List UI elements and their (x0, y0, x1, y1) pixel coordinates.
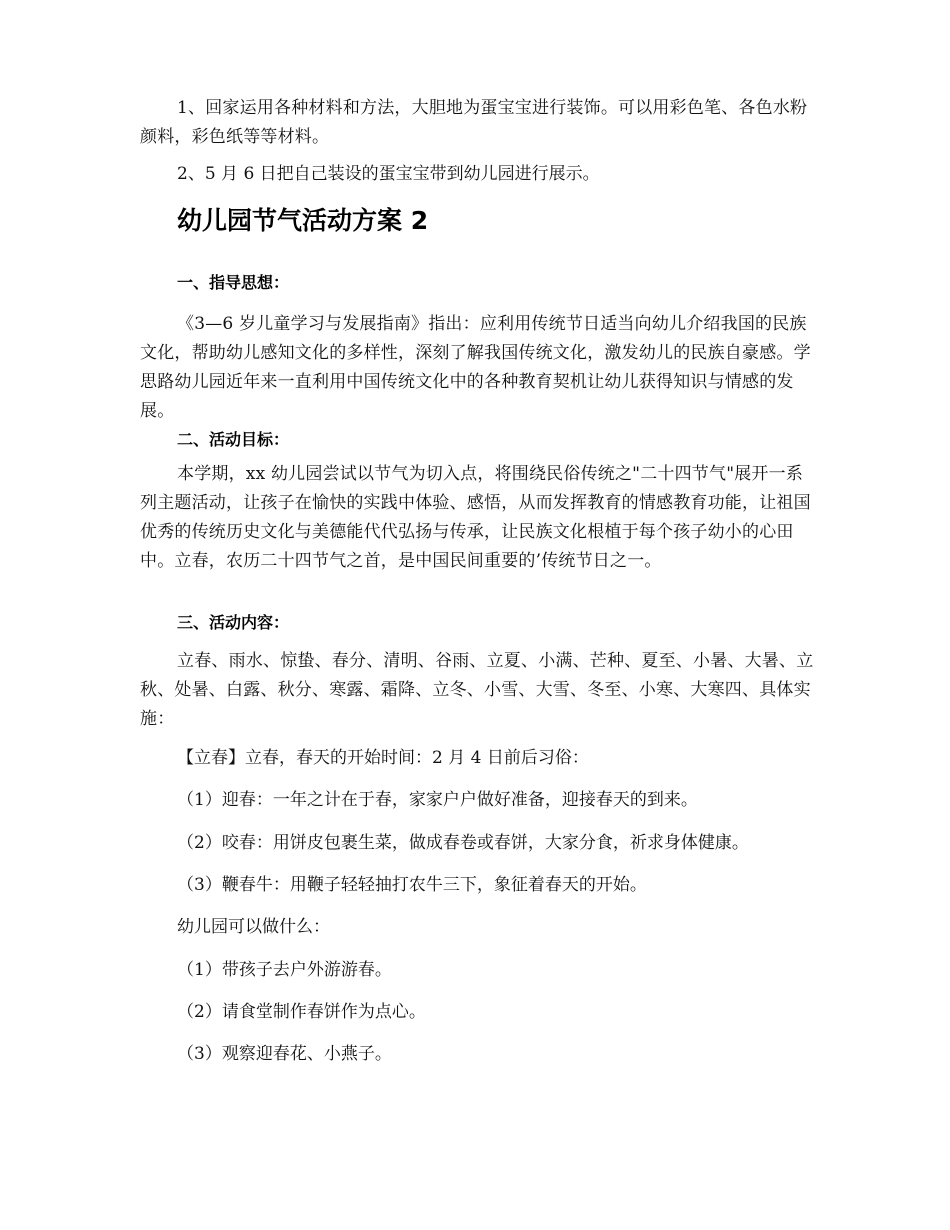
custom-item-3: （3）鞭春牛：用鞭子轻轻抽打农牛三下，象征着春天的开始。 (177, 875, 647, 895)
section-heading-guiding-ideology: 一、指导思想： (177, 273, 290, 292)
section-heading-content: 三、活动内容： (177, 613, 290, 632)
lichun-intro: 【立春】立春，春天的开始时间：2 月 4 日前后习俗： (177, 748, 589, 768)
section-body-content: 立春、雨水、惊蛰、春分、清明、谷雨、立夏、小满、芒种、夏至、小暑、大暑、立秋、处暑、白露、秋分、寒露、霜降、立冬、小雪、大雪、冬至、小寒、大寒四、具体实施： (140, 651, 814, 729)
document-title: 幼儿园节气活动方案 2 (177, 206, 429, 235)
custom-item-1: （1）迎春：一年之计在于春，家家户户做好准备，迎接春天的到来。 (177, 790, 698, 810)
section-heading-goals: 二、活动目标： (177, 430, 290, 449)
activity-item-1: （1）带孩子去户外游游春。 (177, 960, 392, 980)
activity-item-2: （2）请食堂制作春饼作为点心。 (177, 1002, 426, 1022)
section-body-guiding-ideology: 《3—6 岁儿童学习与发展指南》指出：应利用传统节日适当向幼儿介绍我国的民族文化，帮助幼儿感知文化的多样性，深刻了解我国传统文化，激发幼儿的民族自豪感。学思路幼儿园近年来一直利用中国传统文化中的各种教育契机让幼儿获得知识与情感的发展。 (140, 314, 811, 421)
activity-item-3: （3）观察迎春花、小燕子。 (177, 1044, 392, 1064)
section-body-goals: 本学期，xx 幼儿园尝试以节气为切入点，将围绕民俗传统之"二十四节气"展开一系列主题活动，让孩子在愉快的实践中体验、感悟，从而发挥教育的情感教育功能，让祖国优秀的传统历史文化与美德能代代弘扬与传承，让民族文化根植于每个孩子幼小的心田中。立春，农历二十四节气之首，是中国民间重要的’传统节日之一。 (140, 464, 811, 571)
custom-item-2: （2）咬春：用饼皮包裹生菜，做成春卷或春饼，大家分食，祈求身体健康。 (177, 833, 749, 853)
what-to-do-heading: 幼儿园可以做什么： (177, 917, 330, 937)
intro-item-2: 2、5 月 6 日把自己装设的蛋宝宝带到幼儿园进行展示。 (177, 164, 600, 184)
intro-item-1: 1、回家运用各种材料和方法，大胆地为蛋宝宝进行装饰。可以用彩色笔、各色水粉颜料，彩色纸等等材料。 (140, 98, 808, 147)
